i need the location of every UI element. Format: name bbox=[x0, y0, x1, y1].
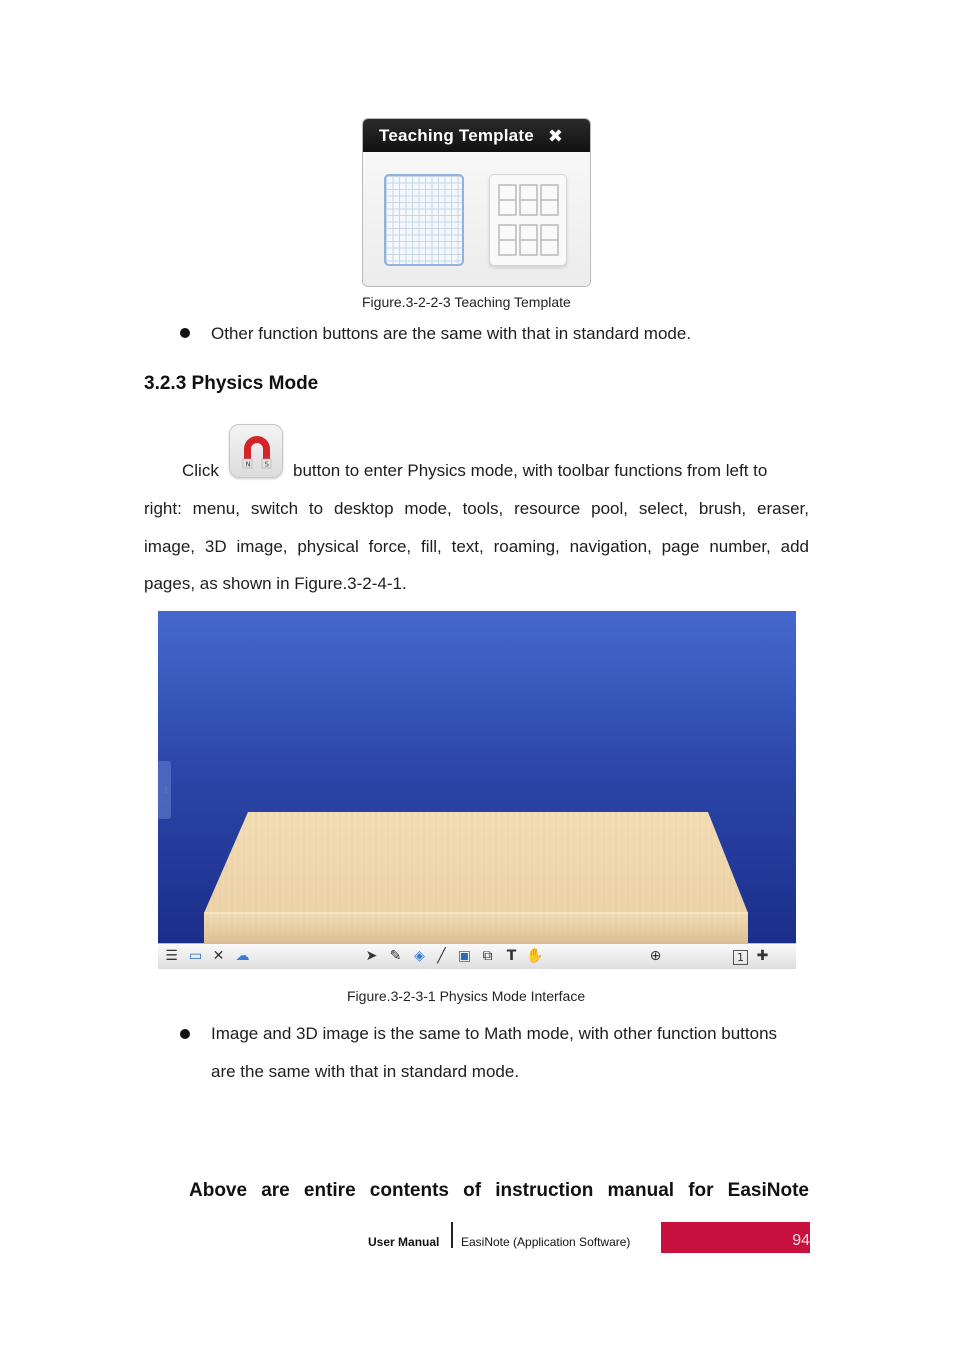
eraser-icon[interactable]: ◈ bbox=[414, 948, 425, 964]
navigation-icon[interactable]: ⊕ bbox=[649, 948, 662, 964]
grid-template-option[interactable] bbox=[384, 174, 464, 266]
side-panel-handle[interactable]: ⋮ bbox=[158, 761, 171, 819]
text-icon[interactable]: T bbox=[506, 948, 517, 964]
page-number-box bbox=[661, 1222, 810, 1253]
svg-text:N: N bbox=[245, 460, 251, 469]
figure-caption: Figure.3-2-3-1 Physics Mode Interface bbox=[347, 988, 586, 1004]
para-line3: image, 3D image, physical force, fill, text, roaming, navigation, page number, add bbox=[144, 537, 809, 556]
split-template-option[interactable] bbox=[489, 174, 567, 266]
footer-divider bbox=[451, 1222, 453, 1248]
bullet-text: Image and 3D image is the same to Math mode, with other function buttons bbox=[211, 1024, 778, 1043]
dialog-header bbox=[363, 119, 590, 152]
tools-icon[interactable]: ✕ bbox=[212, 948, 225, 964]
svg-text:S: S bbox=[264, 460, 269, 469]
dialog-title: Teaching Template bbox=[379, 125, 534, 145]
split-grid-icon bbox=[490, 175, 568, 267]
physics-toolbar bbox=[158, 943, 796, 969]
section-heading: 3.2.3 Physics Mode bbox=[144, 373, 319, 394]
3d-image-icon[interactable]: ⧉ bbox=[482, 948, 493, 964]
teaching-template-dialog bbox=[362, 118, 591, 287]
resource-pool-icon[interactable]: ☁ bbox=[235, 948, 250, 964]
image-icon[interactable]: ▣ bbox=[457, 948, 472, 964]
figure-caption: Figure.3-2-2-3 Teaching Template bbox=[362, 294, 571, 310]
template-options bbox=[363, 152, 590, 287]
para-line1: button to enter Physics mode, with toolbar functions from left to bbox=[293, 461, 768, 480]
footer-product: EasiNote (Application Software) bbox=[461, 1235, 631, 1249]
bullet-dot bbox=[180, 328, 190, 338]
physics-mode-screen bbox=[158, 611, 796, 969]
wooden-table bbox=[158, 611, 796, 943]
para-line4: pages, as shown in Figure.3-2-4-1. bbox=[144, 574, 407, 593]
close-icon[interactable]: ✖ bbox=[547, 125, 563, 146]
bullet-text: Other function buttons are the same with that in standard mode. bbox=[211, 324, 692, 343]
roaming-icon[interactable]: ✋ bbox=[526, 948, 544, 964]
desktop-icon[interactable]: ▭ bbox=[188, 948, 203, 964]
pen-icon[interactable]: ╱ bbox=[437, 948, 446, 964]
menu-icon[interactable]: ☰ bbox=[165, 948, 178, 964]
closing-statement: Above are entire contents of instruction manual for EasiNote bbox=[189, 1180, 809, 1201]
page-number-icon[interactable]: 1 bbox=[733, 950, 748, 965]
add-page-icon[interactable]: ✚ bbox=[756, 948, 769, 964]
brush-icon[interactable]: ✎ bbox=[389, 948, 402, 964]
bullet-text: are the same with that in standard mode. bbox=[211, 1062, 520, 1081]
page-number: 94 bbox=[792, 1232, 810, 1249]
magnet-icon bbox=[229, 424, 283, 478]
footer-manual: User Manual bbox=[368, 1235, 440, 1249]
select-icon[interactable]: ➤ bbox=[365, 948, 378, 964]
para-line2: right: menu, switch to desktop mode, tools, resource pool, select, brush, eraser, bbox=[144, 499, 809, 518]
para-click: Click bbox=[182, 461, 219, 480]
bullet-dot bbox=[180, 1029, 190, 1039]
